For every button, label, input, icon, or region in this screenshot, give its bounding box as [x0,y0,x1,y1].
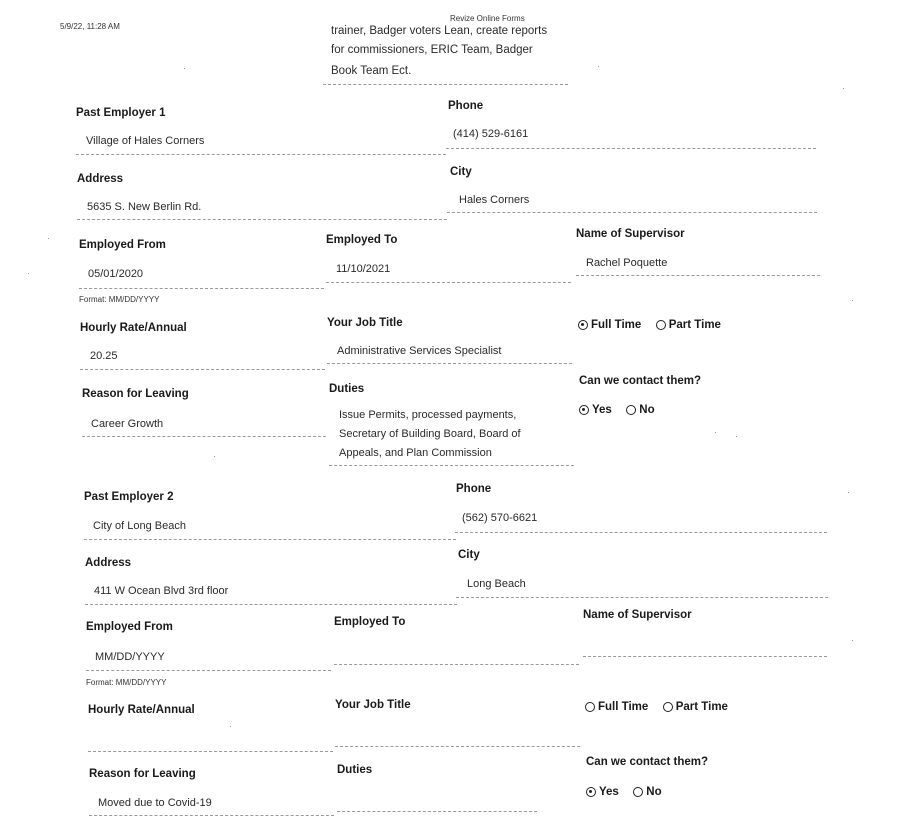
emp2-contact-yes-option[interactable] [586,786,619,798]
carryover-duties-line-3: Book Team Ect. [331,65,412,77]
emp1-full-time-label: Full Time [591,319,642,331]
emp1-from-label: Employed From [79,239,166,251]
radio-empty-icon[interactable] [663,702,673,712]
emp1-to-input[interactable]: 11/10/2021 [336,263,391,275]
emp2-title-underline [335,746,580,747]
emp2-no-label: No [646,786,662,798]
emp1-phone-underline [446,148,816,149]
emp2-from-label: Employed From [86,621,173,633]
emp1-supervisor-input[interactable]: Rachel Poquette [586,257,668,269]
scan-speck [48,238,49,239]
emp1-from-input[interactable]: 05/01/2020 [88,268,144,280]
emp2-phone-label: Phone [456,483,492,495]
emp1-reason-label: Reason for Leaving [82,388,189,400]
scan-speck [852,300,853,301]
emp2-city-label: City [458,549,480,561]
scan-speck [715,432,716,433]
radio-empty-icon[interactable] [633,787,643,797]
emp1-title-label: Your Job Title [327,317,403,329]
radio-empty-icon[interactable] [626,405,636,415]
radio-selected-icon[interactable] [578,320,588,330]
scan-speck [598,66,599,67]
scan-speck [28,273,29,274]
radio-selected-icon[interactable] [586,787,596,797]
emp1-rate-underline [80,369,325,370]
emp1-employment-type [578,315,731,333]
scan-speck [736,436,737,437]
emp1-address-underline [77,219,447,220]
emp2-address-label: Address [85,557,132,569]
emp2-employer-underline [84,539,456,540]
emp1-supervisor-label: Name of Supervisor [576,228,685,240]
emp2-supervisor-underline [583,656,827,657]
radio-empty-icon[interactable] [656,320,666,330]
emp2-address-input[interactable]: 411 W Ocean Blvd 3rd floor [94,585,229,597]
emp2-part-time-label: Part Time [675,701,728,713]
emp2-reason-underline [89,815,334,816]
emp2-phone-input[interactable]: (562) 570-6621 [462,512,538,524]
scan-speck [843,88,844,89]
emp2-employer-label: Past Employer 2 [84,491,174,503]
emp1-duties-line-2[interactable]: Secretary of Building Board, Board of [339,428,521,440]
emp1-employer-input[interactable]: Village of Hales Corners [86,135,205,147]
carryover-duties-line-2: for commissioners, ERIC Team, Badger [331,44,533,56]
emp2-rate-label: Hourly Rate/Annual [88,704,195,716]
emp1-from-underline [79,288,324,289]
emp2-yes-label: Yes [599,786,619,798]
emp1-full-time-option[interactable] [578,319,641,331]
emp1-duties-underline [329,465,574,466]
emp2-contact-options [586,782,672,800]
emp2-city-underline [456,597,828,598]
scan-speck [184,68,185,69]
emp2-reason-label: Reason for Leaving [89,768,196,780]
emp2-employment-type [585,697,738,715]
emp2-contact-label: Can we contact them? [586,756,709,768]
emp1-part-time-option[interactable] [656,319,721,331]
emp2-employer-input[interactable]: City of Long Beach [93,520,186,532]
emp2-contact-no-option[interactable] [633,786,661,798]
emp1-contact-options [579,400,665,418]
emp1-title-underline [327,363,572,364]
emp1-rate-label: Hourly Rate/Annual [80,322,187,334]
emp1-no-label: No [639,404,655,416]
radio-selected-icon[interactable] [579,405,589,415]
scan-speck [214,456,215,457]
emp1-supervisor-underline [576,275,820,276]
emp2-phone-underline [455,532,827,533]
emp1-address-input[interactable]: 5635 S. New Berlin Rd. [87,201,202,213]
emp2-city-input[interactable]: Long Beach [467,578,526,590]
emp2-to-underline [334,664,579,665]
emp2-part-time-option[interactable] [663,701,728,713]
emp2-to-label: Employed To [334,616,406,628]
emp2-duties-underline [337,811,537,812]
emp2-format-hint: Format: MM/DD/YYYY [86,678,167,687]
emp1-contact-no-option[interactable] [626,404,654,416]
emp1-phone-input[interactable]: (414) 529-6161 [453,128,529,140]
emp1-address-label: Address [77,173,124,185]
emp1-part-time-label: Part Time [668,319,721,331]
emp1-yes-label: Yes [592,404,612,416]
emp2-from-input[interactable]: MM/DD/YYYY [95,651,165,663]
emp2-full-time-option[interactable] [585,701,648,713]
carryover-duties-line-1: trainer, Badger voters Lean, create reports [331,25,548,37]
emp1-contact-yes-option[interactable] [579,404,612,416]
emp1-reason-input[interactable]: Career Growth [91,418,164,430]
emp1-to-underline [326,282,571,283]
emp1-reason-underline [82,436,326,437]
site-title: Revize Online Forms [450,14,525,23]
emp1-city-input[interactable]: Hales Corners [459,194,530,206]
scan-speck [848,492,849,493]
radio-empty-icon[interactable] [585,702,595,712]
print-timestamp: 5/9/22, 11:28 AM [60,22,120,31]
emp1-employer-label: Past Employer 1 [76,107,166,119]
emp2-supervisor-label: Name of Supervisor [583,609,692,621]
emp1-contact-label: Can we contact them? [579,375,702,387]
emp2-from-underline [86,670,331,671]
emp1-rate-input[interactable]: 20.25 [90,350,118,362]
emp2-full-time-label: Full Time [598,701,649,713]
scan-speck [852,640,853,641]
emp2-title-label: Your Job Title [335,699,411,711]
emp2-rate-underline [88,751,333,752]
emp1-employer-underline [76,154,446,155]
emp1-city-label: City [450,166,472,178]
emp1-format-hint: Format: MM/DD/YYYY [79,295,160,304]
emp1-phone-label: Phone [448,100,484,112]
carryover-duties-underline [323,84,568,85]
emp2-duties-label: Duties [337,764,373,776]
scan-speck [230,726,231,727]
emp1-title-input[interactable]: Administrative Services Specialist [337,345,502,357]
emp1-to-label: Employed To [326,234,398,246]
emp1-city-underline [447,212,817,213]
emp2-address-underline [85,604,457,605]
emp2-reason-input[interactable]: Moved due to Covid-19 [98,797,212,809]
emp1-duties-line-1[interactable]: Issue Permits, processed payments, [339,409,517,421]
emp1-duties-line-3[interactable]: Appeals, and Plan Commission [339,447,492,459]
emp1-duties-label: Duties [329,383,365,395]
